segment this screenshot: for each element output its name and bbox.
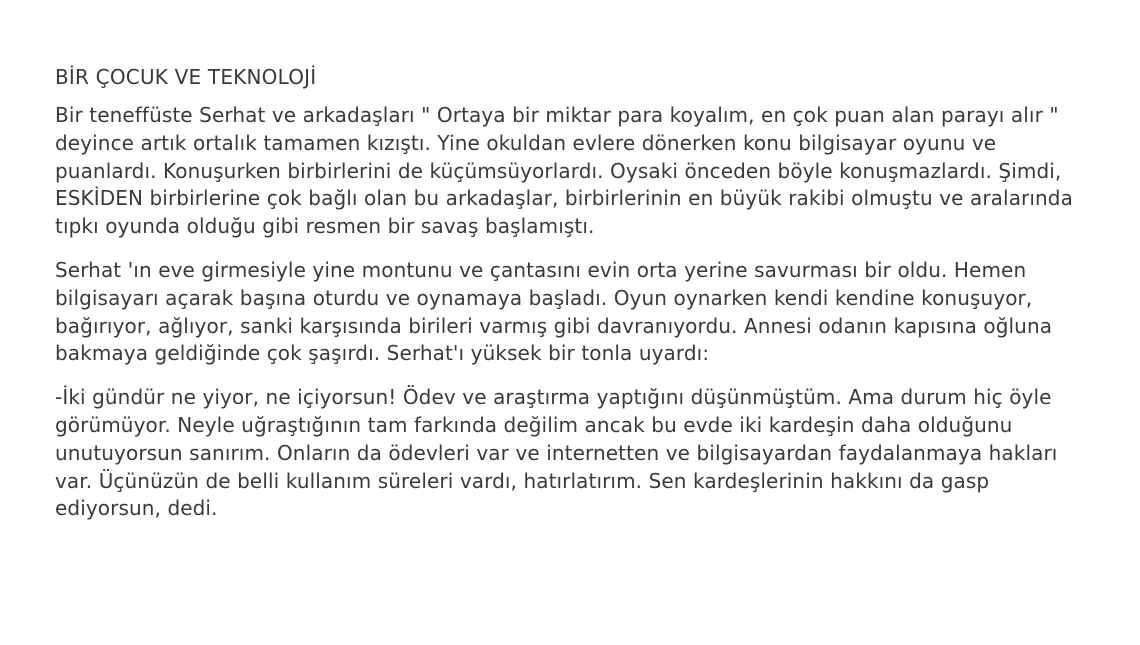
- paragraph-3: -İki gündür ne yiyor, ne içiyorsun! Ödev ve araştırma yaptığını düşünmüştüm. Ama durum hiç öyle görümüyor. Neyle uğraştığının tam farkında değilim ancak bu evde iki kardeşin daha olduğunu unutuyorsun sanırım. Onların da ödevleri var ve internetten ve bilgisayardan faydalanmaya hakları var. Üçünüzün de belli kullanım süreleri vardı, hatırlatırım. Sen kardeşlerinin hakkını da gasp ediyorsun, dedi.: [55, 385, 1058, 521]
- paragraph-2: Serhat 'ın eve girmesiyle yine montunu ve çantasını evin orta yerine savurması bir oldu. Hemen bilgisayarı açarak başına oturdu ve oynamaya başladı. Oyun oynarken kendi kendine konuşuyor, bağırıyor, ağlıyor, sanki karşısında birileri varmış gibi davranıyordu. Annesi odanın kapısına oğluna bakmaya geldiğinde çok şaşırdı. Serhat'ı yüksek bir tonla uyardı:: [55, 257, 1053, 366]
- document-title: BİR ÇOCUK VE TEKNOLOJİ: [55, 65, 317, 89]
- document-body: [55, 62, 1095, 539]
- paragraph-1: Bir teneffüste Serhat ve arkadaşları " Ortaya bir miktar para koyalım, en çok puan alan parayı alır " deyince artık ortalık tamamen kızıştı. Yine okuldan evlere dönerken konu bilgisayar oyunu ve puanlardı. Konuşurken birbirlerini de küçümsüyorlardı. Oysaki önceden böyle konuşmazlardı. Şimdi, ESKİDEN birbirlerine çok bağlı olan bu arkadaşlar, birbirlerinin en büyük rakibi olmuştu ve aralarında tıpkı oyunda olduğu gibi resmen bir savaş başlamıştı.: [55, 103, 1073, 239]
